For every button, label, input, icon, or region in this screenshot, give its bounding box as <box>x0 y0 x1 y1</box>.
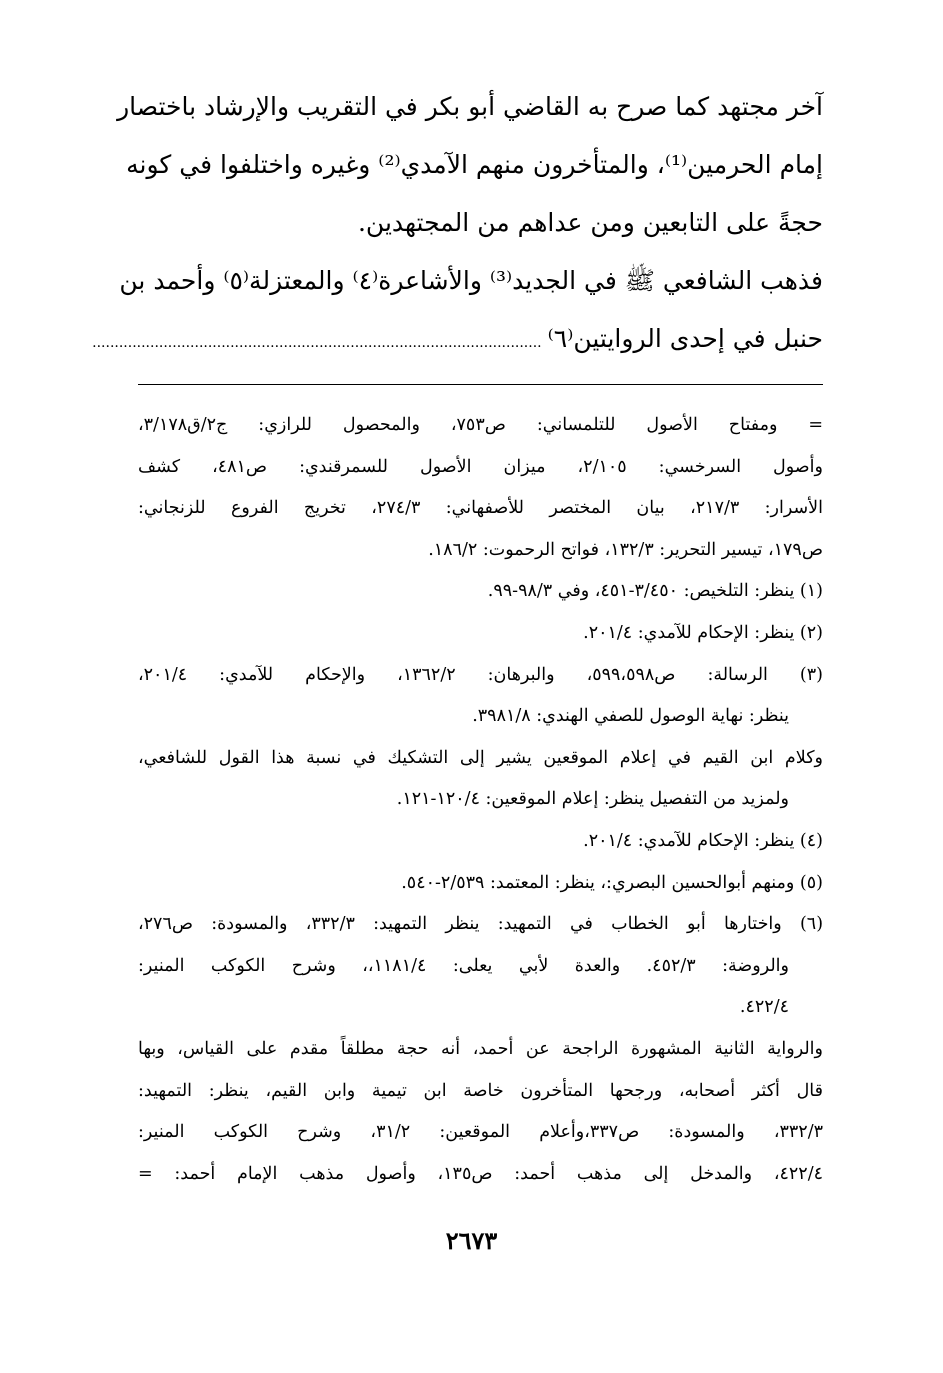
page-number: ٢٦٧٣ <box>445 1226 498 1255</box>
footnote-line: = ومفتاح الأصول للتلمساني: ص٧٥٣، والمحصول للرازي: ج٢/ق٣/١٧٨، <box>138 415 824 435</box>
footnote-1: (١) ينظر: التلخيص: ٣/٤٥٠-٤٥١، وفي ٩٨/٣-٩٩. <box>487 581 823 602</box>
footnote-3-cont: وكلام ابن القيم في إعلام الموقعين يشير إلى التشكيك في نسبة هذا القول للشافعي، <box>138 747 823 768</box>
footnote-6: (٦) واختارها أبو الخطاب في التمهيد: ينظر التمهيد: ٣٣٢/٣، والمسودة: ص٢٧٦، <box>138 914 824 935</box>
footnote-line: وأصول السرخسي: ٢/١٠٥، ميزان الأصول للسمرقندي: ص٤٨١، كشف <box>138 456 823 477</box>
footnote-6-cont: والرواية الثانية المشهورة الراجحة عن أحمد، أنه حجة مطلقاً مقدم على القياس، وبها <box>138 1038 823 1059</box>
footnote-6-cont: قال أكثر أصحابه، ورجحها المتأخرون خاصة ابن تيمية وابن القيم، ينظر: التمهيد: <box>138 1080 823 1101</box>
main-text-line: حجةً على التابعين ومن عداهم من المجتهدين. <box>357 208 823 237</box>
footnote-line: ص١٧٩، تيسير التحرير: ١٣٢/٣، فواتح الرحموت: ١٨٦/٢. <box>428 539 823 560</box>
dotted-leader: ..................................................................................................... <box>92 335 542 351</box>
footnote-3: (٣) الرسالة: ص٥٩٩،٥٩٨، والبرهان: ١٣٦٢/٢، والإحكام للآمدي: ٢٠١/٤، <box>138 664 823 685</box>
footnote-6-cont: ٤٢٢/٤، والمدخل إلى مذهب أحمد: ص١٣٥، وأصول مذهب الإمام أحمد: = <box>138 1163 823 1184</box>
footnote-3-cont: ينظر: نهاية الوصول للصفي الهندي: ٣٩٨١/٨. <box>472 706 789 727</box>
main-text-line: إمام الحرمين⁽¹⁾، والمتأخرون منهم الآمدي⁽²⁾ وغيره واختلفوا في كونه <box>126 150 823 179</box>
main-text-line: فذهب الشافعي ﷺ في الجديد⁽³⁾ والأشاعرة⁽٤⁾ والمعتزلة⁽٥⁾ وأحمد بن <box>119 266 823 295</box>
footnote-6-cont: ٤٢٢/٤. <box>739 997 789 1018</box>
footnote-5: (٥) ومنهم أبوالحسين البصري:، ينظر: المعتمد: ٢/٥٣٩-٥٤٠. <box>401 872 823 893</box>
main-text-line: آخر مجتهد كما صرح به القاضي أبو بكر في التقريب والإرشاد باختصار <box>117 92 823 121</box>
main-text <box>92 78 823 368</box>
footnote-2: (٢) ينظر: الإحكام للآمدي: ٢٠١/٤. <box>583 622 823 643</box>
footnote-3-cont: ولمزيد من التفصيل ينظر: إعلام الموقعين: ١٢٠/٤-١٢١. <box>396 789 789 810</box>
footnote-divider <box>138 384 823 385</box>
main-text-line-end: حنبل في إحدى الروايتين⁽٦⁾ <box>547 324 823 353</box>
main-text-line-last <box>92 310 823 368</box>
footnote-6-cont: ٣٣٢/٣، والمسودة: ص٣٣٧،وأعلام الموقعين: ٣١/٢، وشرح الكوكب المنير: <box>138 1122 823 1143</box>
footnote-line: الأسرار: ٢١٧/٣، بيان المختصر للأصفهاني: ٢٧٤/٣، تخريج الفروع للزنجاني: <box>138 498 823 519</box>
footnote-4: (٤) ينظر: الإحكام للآمدي: ٢٠١/٤. <box>583 830 823 851</box>
footnotes <box>138 405 823 1195</box>
footnote-6-cont: والروضة: ٤٥٢/٣. والعدة لأبي يعلى: ١١٨١/٤،، وشرح الكوكب المنير: <box>138 955 789 976</box>
